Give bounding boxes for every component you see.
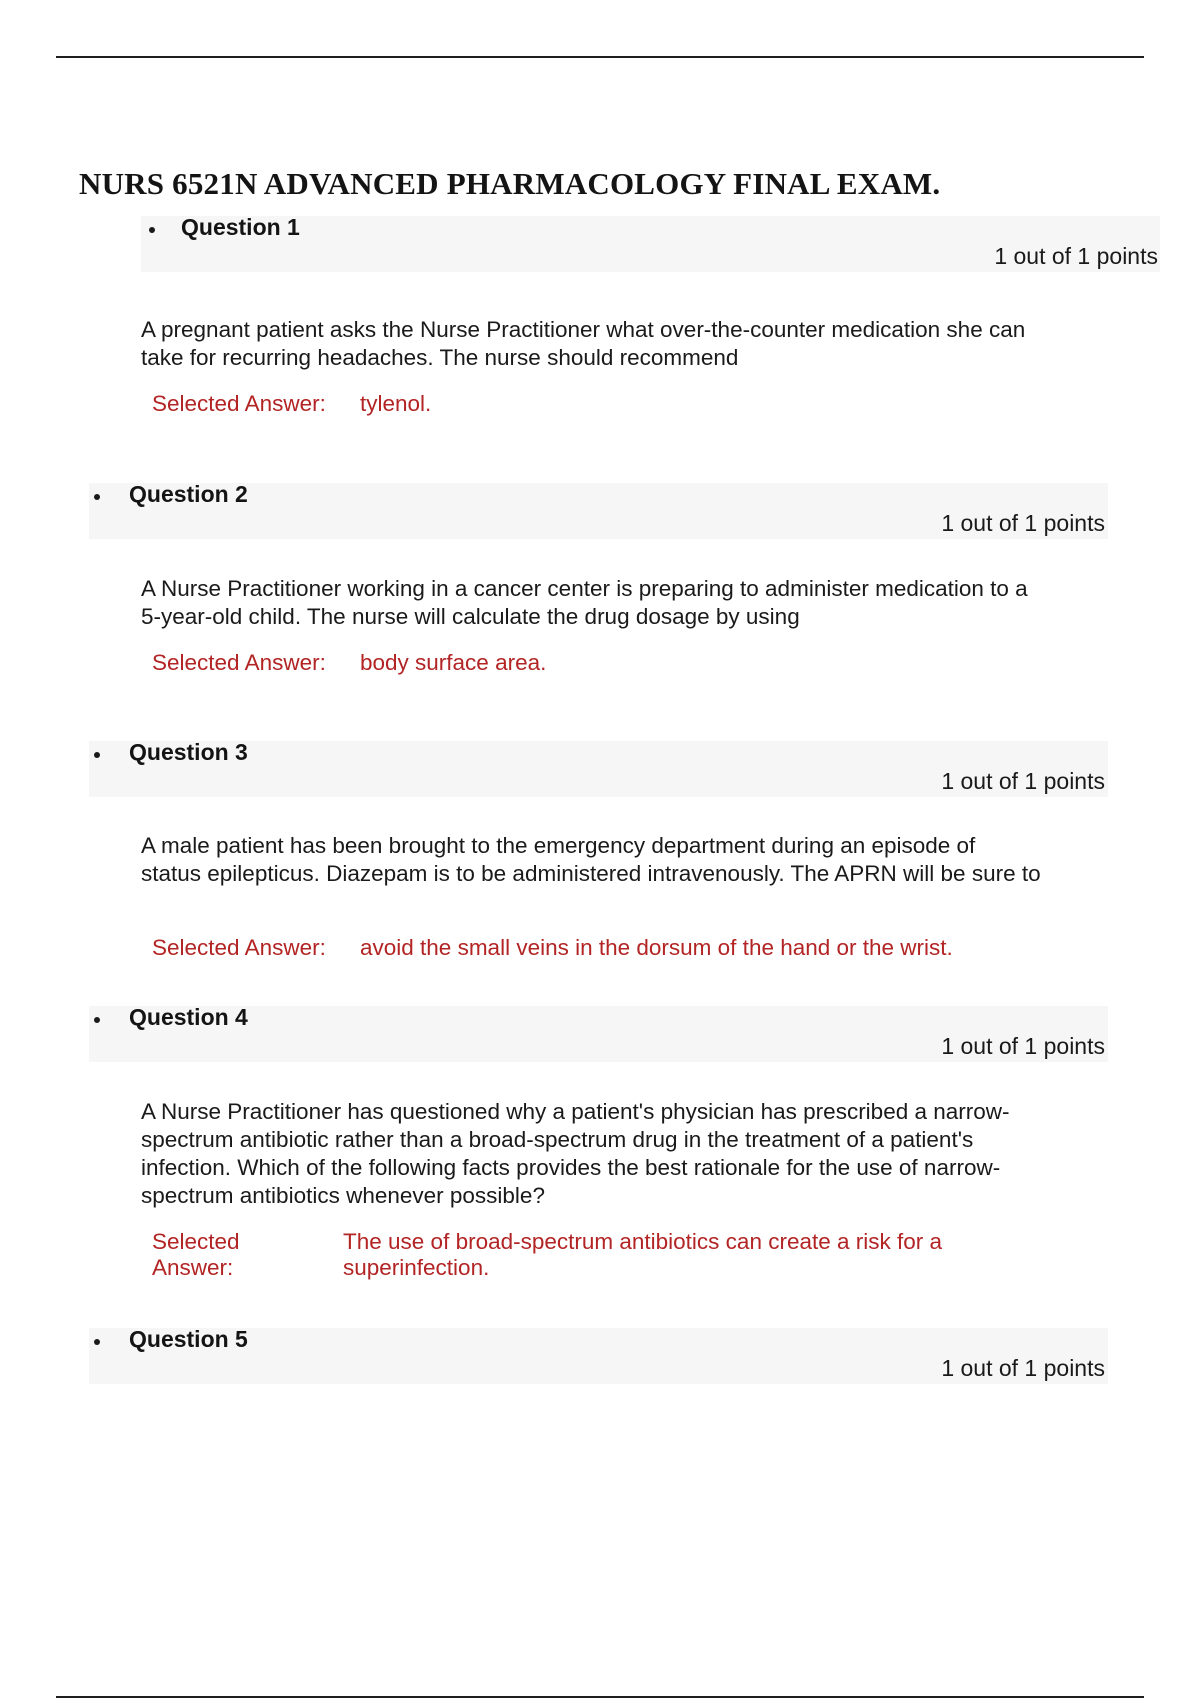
selected-answer-label: Selected Answer: <box>152 1229 240 1280</box>
selected-answer-label: Selected Answer: <box>152 391 326 416</box>
selected-answer-value: avoid the small veins in the dorsum of the hand or the wrist. <box>360 935 953 960</box>
points-label: 1 out of 1 points <box>994 243 1158 269</box>
bullet-icon <box>149 227 155 233</box>
question-text: A Nurse Practitioner working in a cancer center is preparing to administer medication to a 5-year-old child. The nurse will calculate the drug dosage by using <box>141 576 1028 629</box>
selected-answer-label: Selected Answer: <box>152 935 326 960</box>
selected-answer-value: The use of broad-spectrum antibiotics can create a risk for a superinfection. <box>343 1229 943 1280</box>
question-label: Question 3 <box>129 739 248 765</box>
points-label: 1 out of 1 points <box>941 510 1105 536</box>
question-text: A pregnant patient asks the Nurse Practitioner what over-the-counter medication she can take for recurring headaches. The nurse should recommend <box>141 317 1026 370</box>
bullet-icon <box>94 1339 100 1345</box>
bullet-icon <box>94 752 100 758</box>
bullet-icon <box>94 494 100 500</box>
points-label: 1 out of 1 points <box>941 1033 1105 1059</box>
question-text: A Nurse Practitioner has questioned why a patient's physician has prescribed a narrow-spectrum antibiotic rather than a broad-spectrum drug in the treatment of a patient's infection. Which of the following facts provides the best rationale for the use of narrow-spectrum antibiotics whenever possible? <box>141 1099 1010 1208</box>
points-label: 1 out of 1 points <box>941 1355 1105 1381</box>
question-label: Question 5 <box>129 1326 248 1352</box>
question-label: Question 1 <box>181 214 300 240</box>
question-label: Question 4 <box>129 1004 248 1030</box>
top-rule <box>56 56 1144 58</box>
bullet-icon <box>94 1017 100 1023</box>
selected-answer-label: Selected Answer: <box>152 650 326 675</box>
selected-answer-value: body surface area. <box>360 650 547 675</box>
question-text: A male patient has been brought to the emergency department during an episode of status epilepticus. Diazepam is to be administered intravenously. The APRN will be sure to <box>141 833 1041 886</box>
bottom-rule <box>56 1696 1144 1698</box>
selected-answer-value: tylenol. <box>360 391 432 416</box>
document-title: NURS 6521N ADVANCED PHARMACOLOGY FINAL EXAM. <box>79 166 941 201</box>
question-label: Question 2 <box>129 481 248 507</box>
points-label: 1 out of 1 points <box>941 768 1105 794</box>
